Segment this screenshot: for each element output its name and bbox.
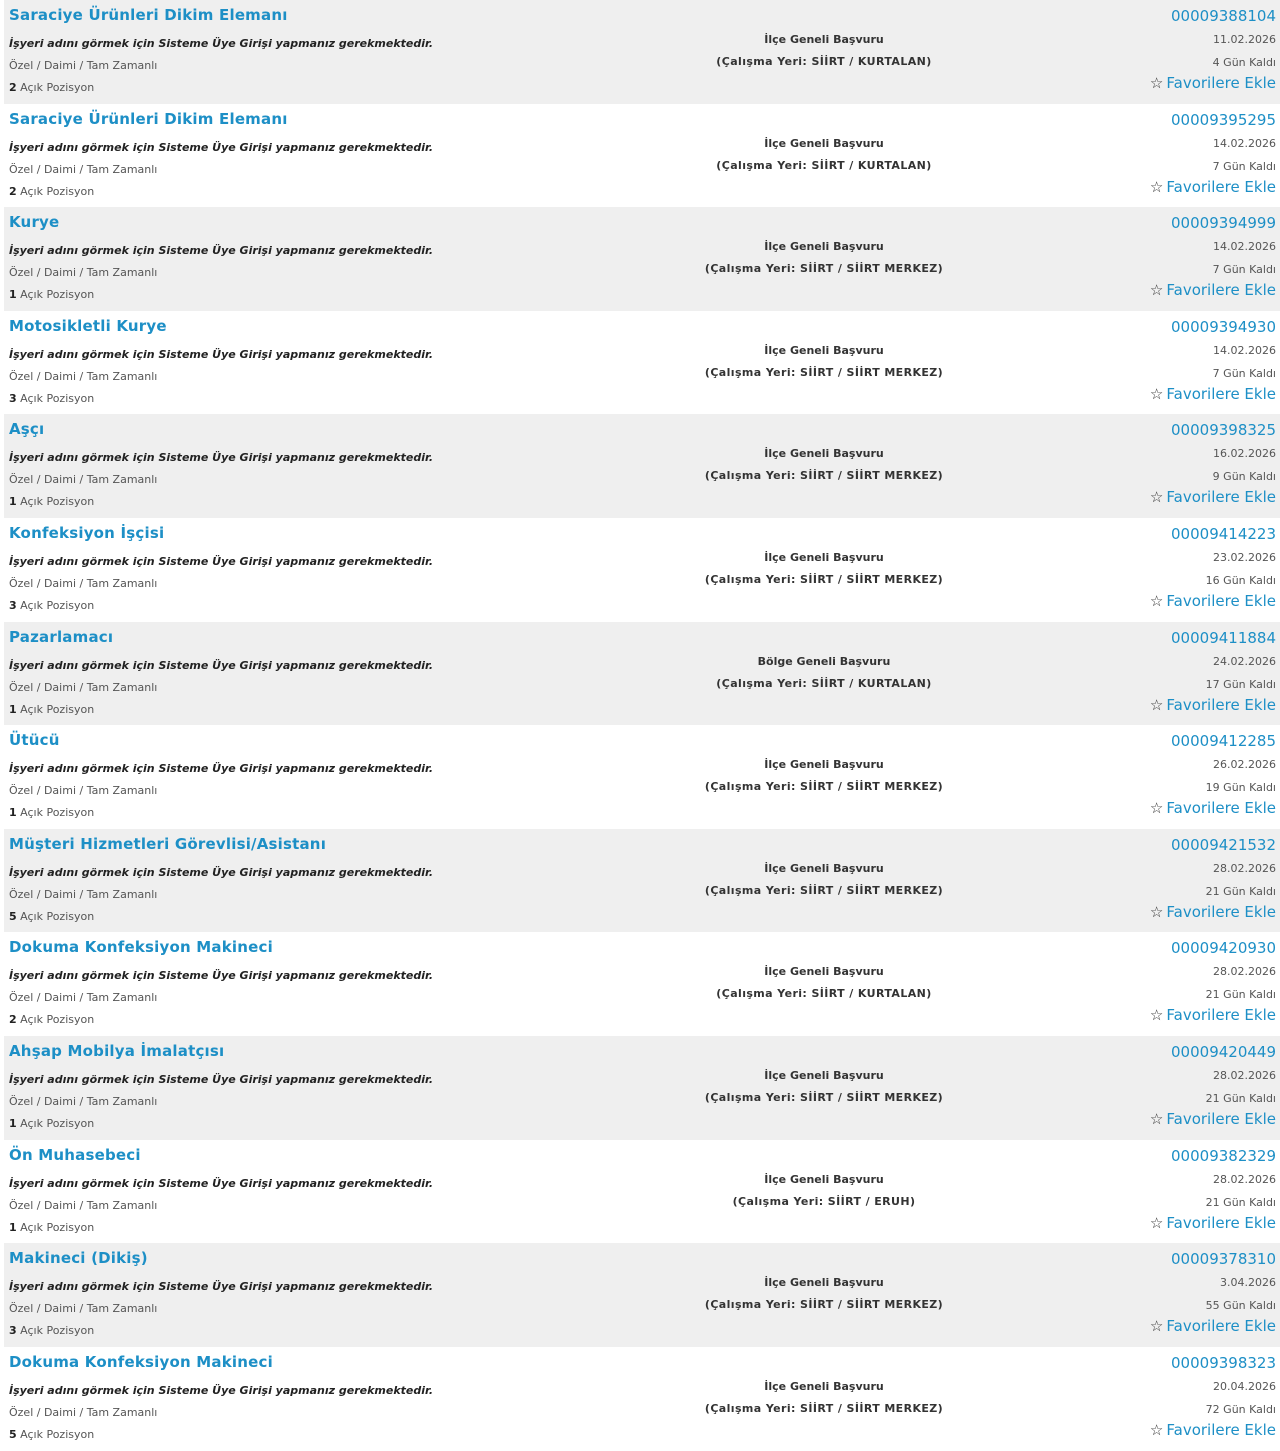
favorite-label: Favorilere Ekle	[1166, 1317, 1276, 1336]
open-positions	[9, 1117, 94, 1130]
days-left: 19 Gün Kaldı	[1205, 781, 1276, 795]
work-location: (Çalışma Yeri: SİİRT / SİİRT MERKEZ)	[704, 1090, 944, 1104]
favorite-label: Favorilere Ekle	[1166, 591, 1276, 610]
favorite-label: Favorilere Ekle	[1166, 488, 1276, 507]
deadline-date: 28.02.2026	[1213, 965, 1276, 979]
favorite-label: Favorilere Ekle	[1166, 695, 1276, 714]
work-location: (Çalışma Yeri: SİİRT / SİİRT MERKEZ)	[704, 572, 944, 586]
add-to-favorites-button[interactable]	[1150, 799, 1276, 817]
job-row	[4, 518, 1280, 622]
job-row	[4, 829, 1280, 933]
open-positions	[9, 703, 94, 716]
job-type: Özel / Daimi / Tam Zamanlı	[9, 473, 158, 487]
job-title-link[interactable]: Ön Muhasebeci	[9, 1145, 141, 1164]
star-outline-icon: ☆	[1149, 591, 1164, 610]
job-id-link[interactable]: 00009394930	[1171, 317, 1276, 336]
application-scope: İlçe Geneli Başvuru	[764, 861, 884, 875]
favorite-label: Favorilere Ekle	[1166, 384, 1276, 403]
open-positions	[9, 1013, 94, 1026]
days-left: 72 Gün Kaldı	[1205, 1402, 1276, 1416]
job-title-link[interactable]: Müşteri Hizmetleri Görevlisi/Asistanı	[9, 834, 327, 853]
job-type: Özel / Daimi / Tam Zamanlı	[9, 576, 158, 590]
deadline-date: 26.02.2026	[1213, 758, 1276, 772]
application-scope: İlçe Geneli Başvuru	[764, 965, 884, 979]
days-left: 7 Gün Kaldı	[1212, 263, 1276, 277]
job-row	[4, 414, 1280, 518]
add-to-favorites-button[interactable]	[1150, 1110, 1276, 1128]
position-count: 2	[9, 1013, 17, 1027]
deadline-date: 28.02.2026	[1213, 861, 1276, 875]
employer-login-note: İşyeri adını görmek için Sisteme Üye Girişi yapmanız gerekmektedir.	[9, 1072, 434, 1086]
positions-label: Açık Pozisyon	[20, 1427, 95, 1441]
application-scope: İlçe Geneli Başvuru	[764, 136, 884, 150]
job-row	[4, 0, 1280, 104]
employer-login-note: İşyeri adını görmek için Sisteme Üye Girişi yapmanız gerekmektedir.	[9, 1383, 434, 1397]
positions-label: Açık Pozisyon	[20, 806, 95, 820]
employer-login-note: İşyeri adını görmek için Sisteme Üye Girişi yapmanız gerekmektedir.	[9, 865, 434, 879]
add-to-favorites-button[interactable]	[1150, 696, 1276, 714]
deadline-date: 3.04.2026	[1220, 1276, 1276, 1290]
open-positions	[9, 288, 94, 301]
employer-login-note: İşyeri adını görmek için Sisteme Üye Girişi yapmanız gerekmektedir.	[9, 1280, 434, 1294]
positions-label: Açık Pozisyon	[20, 598, 95, 612]
star-outline-icon: ☆	[1149, 1109, 1164, 1128]
job-id-link[interactable]: 00009414223	[1171, 524, 1276, 543]
days-left: 21 Gün Kaldı	[1205, 1195, 1276, 1209]
job-id-link[interactable]: 00009421532	[1171, 835, 1276, 854]
job-title-link[interactable]: Dokuma Konfeksiyon Makineci	[9, 1352, 273, 1371]
job-type: Özel / Daimi / Tam Zamanlı	[9, 369, 158, 383]
employer-login-note: İşyeri adını görmek için Sisteme Üye Girişi yapmanız gerekmektedir.	[9, 658, 434, 672]
work-location: (Çalışma Yeri: SİİRT / KURTALAN)	[716, 158, 932, 172]
job-title-link[interactable]: Dokuma Konfeksiyon Makineci	[9, 938, 273, 957]
job-id-link[interactable]: 00009388104	[1171, 7, 1276, 25]
application-scope: İlçe Geneli Başvuru	[764, 758, 884, 772]
application-scope: İlçe Geneli Başvuru	[764, 1172, 884, 1186]
employer-login-note: İşyeri adını görmek için Sisteme Üye Girişi yapmanız gerekmektedir.	[9, 37, 434, 50]
add-to-favorites-button[interactable]	[1150, 1214, 1276, 1232]
employer-login-note: İşyeri adını görmek için Sisteme Üye Girişi yapmanız gerekmektedir.	[9, 554, 434, 568]
days-left: 7 Gün Kaldı	[1212, 159, 1276, 173]
job-title-link[interactable]: Konfeksiyon İşçisi	[9, 523, 165, 542]
employer-login-note: İşyeri adını görmek için Sisteme Üye Girişi yapmanız gerekmektedir.	[9, 140, 434, 154]
open-positions	[9, 1324, 94, 1337]
job-type: Özel / Daimi / Tam Zamanlı	[9, 1302, 158, 1316]
favorite-label: Favorilere Ekle	[1166, 1006, 1276, 1025]
star-outline-icon: ☆	[1149, 1213, 1164, 1232]
deadline-date: 14.02.2026	[1213, 136, 1276, 150]
favorite-label: Favorilere Ekle	[1166, 177, 1276, 196]
positions-label: Açık Pozisyon	[20, 288, 95, 302]
deadline-date: 28.02.2026	[1213, 1172, 1276, 1186]
star-outline-icon: ☆	[1149, 488, 1164, 507]
favorite-label: Favorilere Ekle	[1166, 1109, 1276, 1128]
job-row	[4, 104, 1280, 208]
job-id-link[interactable]: 00009412285	[1171, 732, 1276, 751]
job-type: Özel / Daimi / Tam Zamanlı	[9, 1094, 158, 1108]
work-location: (Çalışma Yeri: SİİRT / KURTALAN)	[716, 987, 932, 1001]
job-row	[4, 1243, 1280, 1347]
application-scope: İlçe Geneli Başvuru	[764, 550, 884, 564]
positions-label: Açık Pozisyon	[20, 184, 95, 198]
job-type: Özel / Daimi / Tam Zamanlı	[9, 162, 158, 176]
star-outline-icon: ☆	[1149, 177, 1164, 196]
job-title-link[interactable]: Saraciye Ürünleri Dikim Elemanı	[9, 109, 288, 128]
work-location: (Çalışma Yeri: SİİRT / SİİRT MERKEZ)	[704, 365, 944, 379]
employer-login-note: İşyeri adını görmek için Sisteme Üye Girişi yapmanız gerekmektedir.	[9, 244, 434, 258]
days-left: 4 Gün Kaldı	[1212, 56, 1276, 69]
job-id-link[interactable]: 00009378310	[1171, 1250, 1276, 1269]
application-scope: İlçe Geneli Başvuru	[764, 33, 884, 46]
open-positions	[9, 392, 94, 405]
positions-label: Açık Pozisyon	[20, 909, 95, 923]
positions-label: Açık Pozisyon	[20, 1013, 95, 1027]
job-id-link[interactable]: 00009420930	[1171, 939, 1276, 958]
favorite-label: Favorilere Ekle	[1166, 902, 1276, 921]
open-positions	[9, 185, 94, 198]
favorite-label: Favorilere Ekle	[1166, 799, 1276, 818]
job-type: Özel / Daimi / Tam Zamanlı	[9, 784, 158, 798]
employer-login-note: İşyeri adını görmek için Sisteme Üye Girişi yapmanız gerekmektedir.	[9, 451, 434, 465]
position-count: 5	[9, 909, 17, 923]
add-to-favorites-button[interactable]	[1150, 385, 1276, 403]
star-outline-icon: ☆	[1149, 799, 1164, 818]
add-to-favorites-button[interactable]	[1150, 488, 1276, 506]
job-title-link[interactable]: Aşçı	[9, 420, 45, 439]
job-row	[4, 207, 1280, 311]
open-positions	[9, 910, 94, 923]
position-count: 1	[9, 702, 17, 716]
star-outline-icon: ☆	[1149, 281, 1164, 300]
deadline-date: 14.02.2026	[1213, 343, 1276, 357]
job-type: Özel / Daimi / Tam Zamanlı	[9, 1198, 158, 1212]
star-outline-icon: ☆	[1149, 74, 1164, 92]
work-location: (Çalışma Yeri: SİİRT / SİİRT MERKEZ)	[704, 1298, 944, 1312]
job-id-link[interactable]: 00009394999	[1171, 214, 1276, 233]
deadline-date: 11.02.2026	[1213, 33, 1276, 46]
job-row	[4, 725, 1280, 829]
favorite-label: Favorilere Ekle	[1166, 1420, 1276, 1439]
position-count: 3	[9, 598, 17, 612]
job-type: Özel / Daimi / Tam Zamanlı	[9, 266, 158, 280]
favorite-label: Favorilere Ekle	[1166, 281, 1276, 300]
positions-label: Açık Pozisyon	[20, 391, 95, 405]
work-location: (Çalışma Yeri: SİİRT / KURTALAN)	[716, 55, 932, 68]
deadline-date: 14.02.2026	[1213, 240, 1276, 254]
add-to-favorites-button[interactable]	[1150, 1006, 1276, 1024]
open-positions	[9, 599, 94, 612]
deadline-date: 24.02.2026	[1213, 654, 1276, 668]
employer-login-note: İşyeri adını görmek için Sisteme Üye Girişi yapmanız gerekmektedir.	[9, 1176, 434, 1190]
job-type: Özel / Daimi / Tam Zamanlı	[9, 991, 158, 1005]
job-type: Özel / Daimi / Tam Zamanlı	[9, 680, 158, 694]
days-left: 9 Gün Kaldı	[1212, 470, 1276, 484]
position-count: 3	[9, 1324, 17, 1338]
application-scope: İlçe Geneli Başvuru	[764, 1068, 884, 1082]
deadline-date: 16.02.2026	[1213, 447, 1276, 461]
add-to-favorites-button[interactable]	[1150, 1317, 1276, 1335]
application-scope: İlçe Geneli Başvuru	[764, 1276, 884, 1290]
star-outline-icon: ☆	[1149, 1317, 1164, 1336]
position-count: 2	[9, 81, 17, 94]
position-count: 3	[9, 391, 17, 405]
job-row	[4, 1347, 1280, 1451]
add-to-favorites-button[interactable]	[1150, 1421, 1276, 1439]
application-scope: Bölge Geneli Başvuru	[757, 654, 891, 668]
days-left: 7 Gün Kaldı	[1212, 366, 1276, 380]
positions-label: Açık Pozisyon	[20, 81, 95, 94]
deadline-date: 28.02.2026	[1213, 1068, 1276, 1082]
days-left: 16 Gün Kaldı	[1205, 573, 1276, 587]
job-id-link[interactable]: 00009398325	[1171, 421, 1276, 440]
job-row	[4, 1036, 1280, 1140]
job-title-link[interactable]: Pazarlamacı	[9, 627, 114, 646]
job-title-link[interactable]: Ütücü	[9, 731, 60, 750]
days-left: 17 Gün Kaldı	[1205, 677, 1276, 691]
application-scope: İlçe Geneli Başvuru	[764, 343, 884, 357]
job-type: Özel / Daimi / Tam Zamanlı	[9, 59, 158, 72]
job-row	[4, 622, 1280, 726]
star-outline-icon: ☆	[1149, 1006, 1164, 1025]
position-count: 5	[9, 1427, 17, 1441]
positions-label: Açık Pozisyon	[20, 495, 95, 509]
employer-login-note: İşyeri adını görmek için Sisteme Üye Girişi yapmanız gerekmektedir.	[9, 969, 434, 983]
job-id-link[interactable]: 00009398323	[1171, 1353, 1276, 1372]
position-count: 1	[9, 495, 17, 509]
positions-label: Açık Pozisyon	[20, 1116, 95, 1130]
job-title-link[interactable]: Kurye	[9, 213, 60, 232]
favorite-label: Favorilere Ekle	[1166, 1213, 1276, 1232]
application-scope: İlçe Geneli Başvuru	[764, 240, 884, 254]
work-location: (Çalışma Yeri: SİİRT / KURTALAN)	[716, 676, 932, 690]
star-outline-icon: ☆	[1149, 902, 1164, 921]
open-positions	[9, 806, 94, 819]
positions-label: Açık Pozisyon	[20, 1324, 95, 1338]
star-outline-icon: ☆	[1149, 1420, 1164, 1439]
job-id-link[interactable]: 00009382329	[1171, 1146, 1276, 1165]
add-to-favorites-button[interactable]	[1150, 903, 1276, 921]
work-location: (Çalışma Yeri: SİİRT / SİİRT MERKEZ)	[704, 262, 944, 276]
job-row	[4, 311, 1280, 415]
employer-login-note: İşyeri adını görmek için Sisteme Üye Girişi yapmanız gerekmektedir.	[9, 762, 434, 776]
add-to-favorites-button[interactable]	[1150, 281, 1276, 299]
open-positions	[9, 1221, 94, 1234]
open-positions	[9, 495, 94, 508]
job-id-link[interactable]: 00009411884	[1171, 628, 1276, 647]
job-id-link[interactable]: 00009420449	[1171, 1042, 1276, 1061]
job-title-link[interactable]: Ahşap Mobilya İmalatçısı	[9, 1041, 225, 1060]
star-outline-icon: ☆	[1149, 384, 1164, 403]
job-id-link[interactable]: 00009395295	[1171, 110, 1276, 129]
job-type: Özel / Daimi / Tam Zamanlı	[9, 1405, 158, 1419]
job-title-link[interactable]: Saraciye Ürünleri Dikim Elemanı	[9, 6, 288, 24]
open-positions	[9, 81, 94, 94]
deadline-date: 20.04.2026	[1213, 1379, 1276, 1393]
application-scope: İlçe Geneli Başvuru	[764, 1379, 884, 1393]
positions-label: Açık Pozisyon	[20, 1220, 95, 1234]
job-type: Özel / Daimi / Tam Zamanlı	[9, 887, 158, 901]
days-left: 21 Gün Kaldı	[1205, 884, 1276, 898]
work-location: (Çalışma Yeri: SİİRT / SİİRT MERKEZ)	[704, 780, 944, 794]
job-title-link[interactable]: Motosikletli Kurye	[9, 316, 167, 335]
deadline-date: 23.02.2026	[1213, 550, 1276, 564]
work-location: (Çalışma Yeri: SİİRT / SİİRT MERKEZ)	[704, 1401, 944, 1415]
days-left: 55 Gün Kaldı	[1205, 1299, 1276, 1313]
position-count: 1	[9, 288, 17, 302]
work-location: (Çalışma Yeri: SİİRT / SİİRT MERKEZ)	[704, 883, 944, 897]
position-count: 2	[9, 184, 17, 198]
star-outline-icon: ☆	[1149, 695, 1164, 714]
add-to-favorites-button[interactable]	[1150, 592, 1276, 610]
favorite-label: Favorilere Ekle	[1166, 74, 1276, 92]
work-location: (Çalışma Yeri: SİİRT / SİİRT MERKEZ)	[704, 469, 944, 483]
application-scope: İlçe Geneli Başvuru	[764, 447, 884, 461]
job-title-link[interactable]: Makineci (Dikiş)	[9, 1249, 148, 1268]
position-count: 1	[9, 1116, 17, 1130]
add-to-favorites-button[interactable]	[1150, 178, 1276, 196]
positions-label: Açık Pozisyon	[20, 702, 95, 716]
days-left: 21 Gün Kaldı	[1205, 1091, 1276, 1105]
job-row	[4, 1140, 1280, 1244]
work-location: (Çalışma Yeri: SİİRT / ERUH)	[732, 1194, 916, 1208]
open-positions	[9, 1428, 94, 1441]
position-count: 1	[9, 806, 17, 820]
employer-login-note: İşyeri adını görmek için Sisteme Üye Girişi yapmanız gerekmektedir.	[9, 347, 434, 361]
job-row	[4, 932, 1280, 1036]
days-left: 21 Gün Kaldı	[1205, 988, 1276, 1002]
position-count: 1	[9, 1220, 17, 1234]
add-to-favorites-button[interactable]	[1150, 74, 1276, 92]
